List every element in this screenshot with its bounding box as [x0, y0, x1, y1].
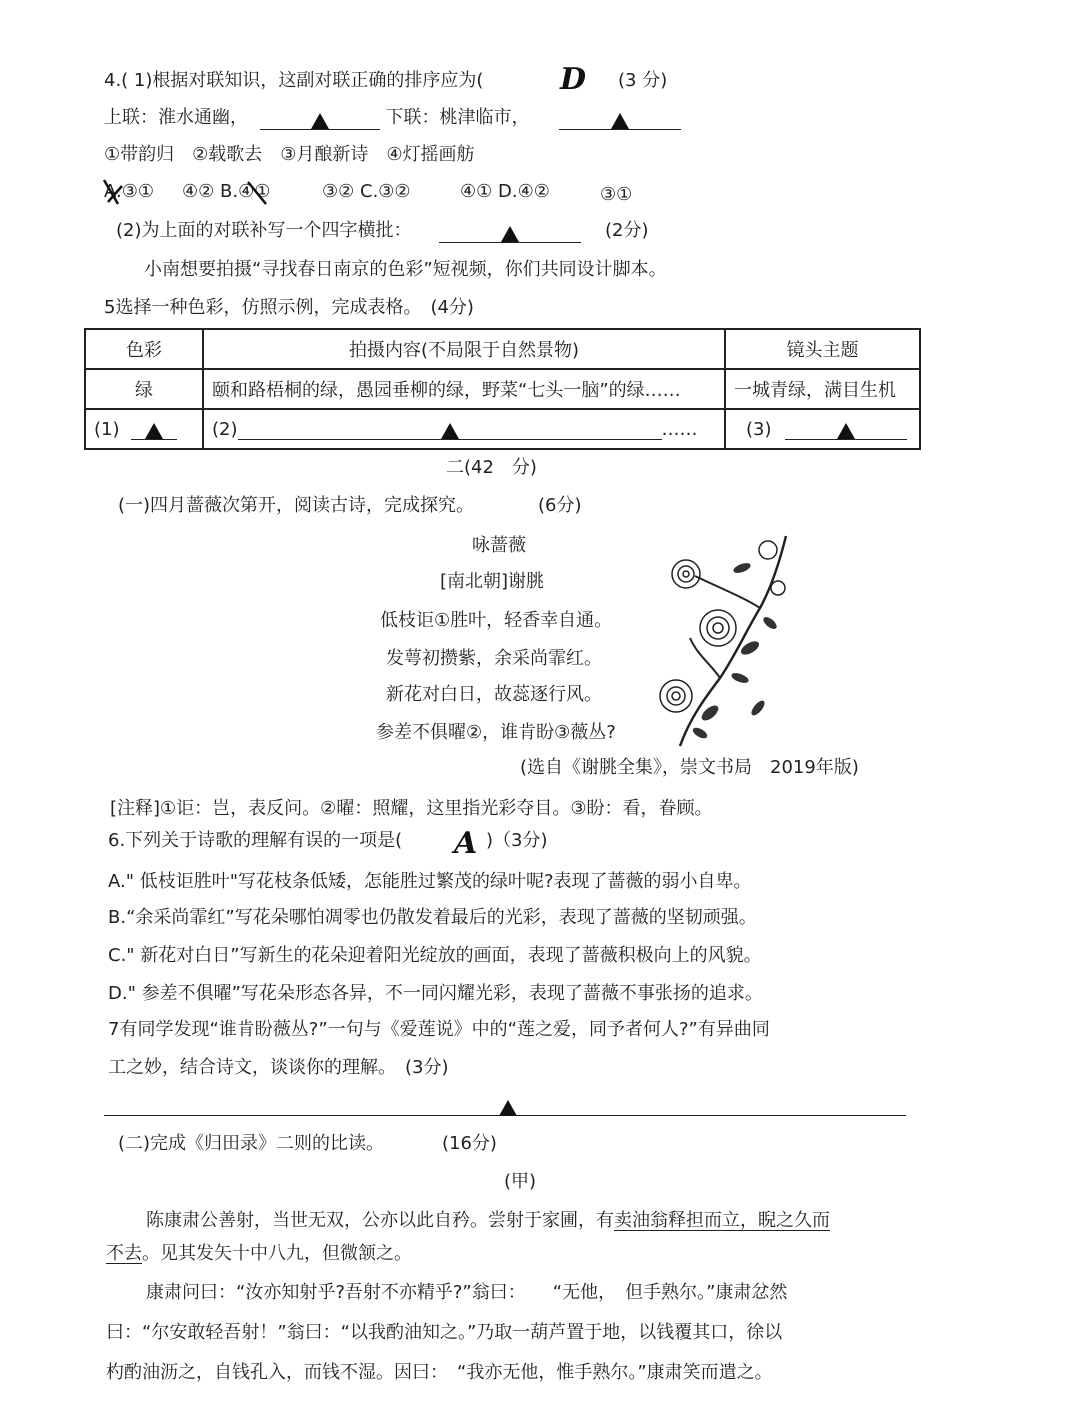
q6-stem: 6.下列关于诗歌的理解有误的一项是( [108, 830, 403, 851]
upper-blank[interactable] [260, 109, 380, 130]
poem-line-4: 参差不俱曜②，谁肯盼③薇丛? [376, 722, 616, 743]
poem-line-2: 发萼初攒紫，余采尚霏红。 [386, 648, 602, 669]
triangle-marker-icon [145, 423, 163, 439]
rose-stem [680, 536, 786, 746]
q5-title: 5选择一种色彩，仿照示例，完成表格。 (4分) [104, 297, 474, 318]
q4-choice-a: A.③① [104, 181, 154, 202]
lower-label: 下联：桃津临市， [385, 107, 530, 128]
upper-label: 上联：淮水通幽， [104, 107, 248, 128]
poem-section-heading: (一)四月蔷薇次第开，阅读古诗，完成探究。 [118, 495, 475, 516]
answer-content-cell[interactable] [203, 409, 725, 449]
rose-bud [759, 541, 777, 559]
passage-p2-line1: 康肃问曰：“汝亦知射乎?吾射不亦精乎?”翁曰： “无他， 但手熟尔。”康肃忿然 [146, 1282, 788, 1303]
passage-text: 陈康肃公善射，当世无双，公亦以此自矜。尝射于家圃，有 [146, 1210, 614, 1231]
answer-theme-cell[interactable] [725, 409, 920, 449]
rose-branch [695, 576, 760, 608]
table-row [85, 409, 920, 449]
passage-p1-line2 [106, 1242, 412, 1266]
rose-bloom [660, 680, 692, 712]
q4-score: (3 分) [618, 70, 668, 91]
blank-label-2: (2) [212, 418, 238, 440]
poem-author: [南北朝]谢朓 [440, 571, 545, 592]
passage-text: 。见其发矢十中八九，但微颔之。 [142, 1243, 412, 1264]
q6-option-c: C." 新花对白日”写新生的花朵迎着阳光绽放的画面，表现了蔷薇积极向上的风貌。 [108, 945, 762, 966]
q4-upper-couplet [104, 106, 681, 130]
part-b-score: (16分) [442, 1133, 497, 1154]
answer-blank-1[interactable] [131, 419, 177, 440]
answer-color-cell[interactable] [85, 409, 203, 449]
intro-text: 小南想要拍摄“寻找春日南京的色彩”短视频，你们共同设计脚本。 [144, 259, 667, 280]
example-theme: 一城青绿，满目生机 [725, 369, 920, 409]
q6-option-d: D." 参差不俱曜”写花朵形态各异，不一同闪耀光彩，表现了蔷薇不事张扬的追求。 [108, 983, 763, 1004]
strike-a [104, 180, 122, 204]
q4-choice-c: ③② C.③② [322, 181, 411, 202]
part-b-sub: (甲) [504, 1171, 537, 1192]
blank-label-3: (3) [746, 418, 772, 440]
rose-branch [690, 638, 720, 678]
q5-table [84, 328, 921, 450]
poem-section-score: (6分) [538, 495, 582, 516]
rose-bud [771, 581, 785, 595]
triangle-marker-icon [499, 1100, 517, 1116]
triangle-marker-icon [311, 113, 329, 129]
underlined-text: 卖油翁释担而立，睨之久而 [614, 1210, 830, 1231]
rose-bloom [700, 610, 736, 646]
table-row [85, 369, 920, 409]
q4-part2 [116, 219, 648, 243]
poem-line-3: 新花对白日，故蕊逐行风。 [386, 684, 602, 705]
header-theme: 镜头主题 [725, 329, 920, 369]
q4-choice-d-end: ③① [600, 184, 633, 205]
header-content: 拍摄内容(不局限于自然景物) [203, 329, 725, 369]
blank-label-1: (1) [94, 418, 120, 440]
q4-part2-text: (2)为上面的对联补写一个四字横批： [116, 220, 412, 241]
q7-line1: 7有同学发现“谁肯盼薇丛?”一句与《爱莲说》中的“莲之爱，同予者何人?”有异曲同 [108, 1019, 770, 1040]
passage-p2-line3: 杓酌油沥之，自钱孔入，而钱不湿。因曰： “我亦无他，惟手熟尔。”康肃笑而遣之。 [106, 1362, 773, 1383]
answer-blank-3[interactable] [785, 419, 907, 440]
q4-options: ①带韵归 ②载歌去 ③月酿新诗 ④灯摇画舫 [104, 144, 475, 165]
underlined-text: 不去 [106, 1243, 142, 1264]
section-two-heading: 二(42 分) [446, 457, 537, 478]
q4-line1: 4.( 1)根据对联知识，这副对联正确的排序应为( [104, 70, 484, 91]
poem-notes: [注释]①讵：岂，表反问。②曜：照耀，这里指光彩夺目。③盼：看，眷顾。 [110, 798, 713, 819]
answer-blank-2[interactable] [238, 419, 662, 440]
handwritten-answer-q6: A [454, 826, 478, 861]
triangle-marker-icon [611, 113, 629, 129]
passage-p1-line1 [146, 1209, 856, 1233]
rose-illustration [650, 528, 795, 750]
part-b-heading: (二)完成《归田录》二则的比读。 [118, 1133, 385, 1154]
strike-b [248, 182, 266, 204]
header-color: 色彩 [85, 329, 203, 369]
passage-p2-line2: 曰：“尔安敢轻吾射！”翁曰：“以我酌油知之。”乃取一葫芦置于地，以钱覆其口，徐以 [106, 1322, 783, 1343]
q4-choice-b: ④② B.④① [182, 181, 271, 202]
q4-part2-score: (2分) [604, 220, 649, 241]
poem-line-1: 低枝讵①胜叶，轻香幸自通。 [380, 610, 613, 631]
triangle-marker-icon [837, 423, 855, 439]
poem-source: (选自《谢朓全集》，崇文书局 2019年版) [520, 757, 859, 778]
handwritten-answer-q4: D [560, 62, 587, 97]
triangle-marker-icon [441, 423, 459, 439]
table-header-row [85, 329, 920, 369]
q4-choice-d: ④① D.④② [460, 181, 550, 202]
rose-bloom [672, 560, 700, 588]
q6-score: )（3分) [486, 830, 548, 851]
ellipsis: …… [661, 418, 698, 440]
lower-blank[interactable] [559, 109, 681, 130]
q6-option-a: A." 低枝讵胜叶"写花枝条低矮，怎能胜过繁茂的绿叶呢?表现了蔷薇的弱小自卑。 [108, 871, 752, 892]
heng-pi-blank[interactable] [439, 222, 581, 243]
q7-line2: 工之妙，结合诗文，谈谈你的理解。 (3分) [108, 1057, 449, 1078]
poem-title: 咏蔷薇 [472, 535, 526, 556]
q6-option-b: B.“余采尚霏红”写花朵哪怕凋零也仍散发着最后的光彩，表现了蔷薇的坚韧顽强。 [108, 907, 757, 928]
triangle-marker-icon [501, 226, 519, 242]
handwritten-strikes [100, 176, 290, 208]
example-content: 颐和路梧桐的绿，愚园垂柳的绿，野菜“七头一脑”的绿…… [203, 369, 725, 409]
rose-flowers [660, 541, 785, 712]
example-color: 绿 [85, 369, 203, 409]
